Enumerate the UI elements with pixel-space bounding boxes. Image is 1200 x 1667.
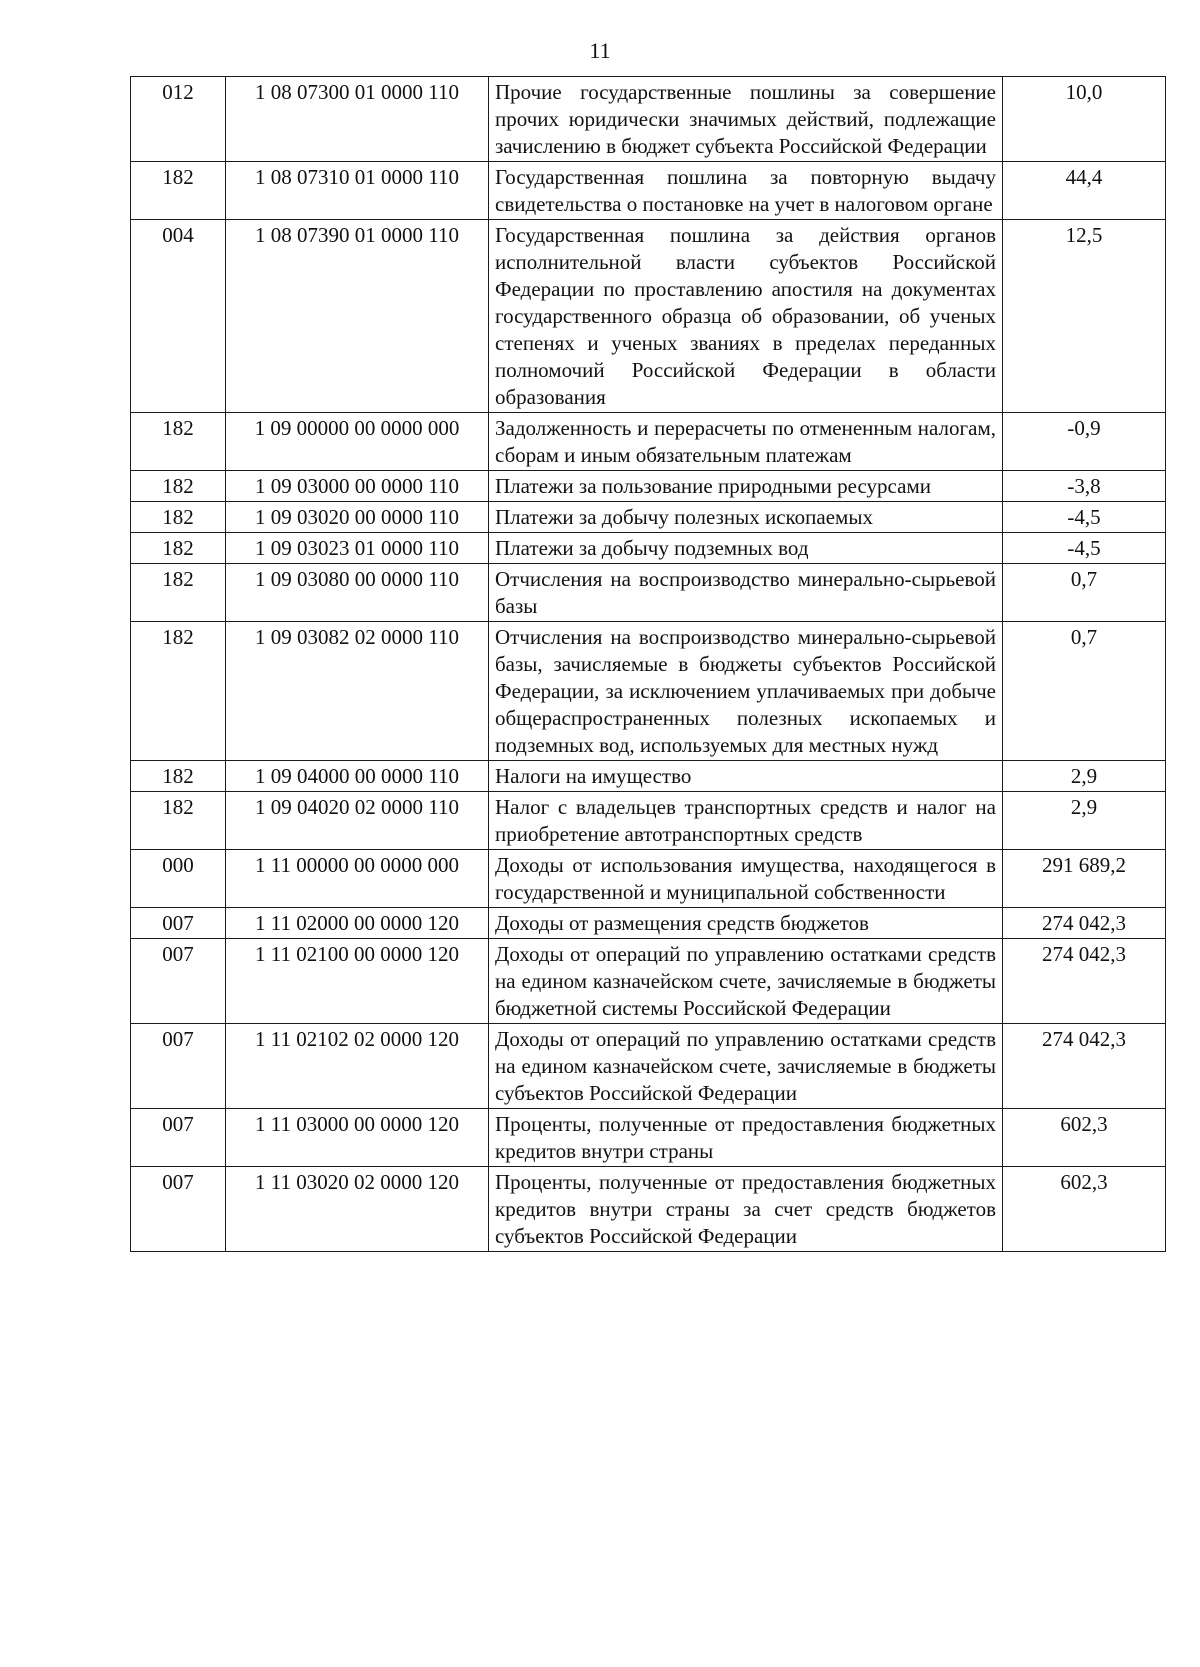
table-row	[131, 850, 1166, 908]
revenue-name-cell: Налоги на имущество	[489, 761, 1003, 792]
budget-classification-code-cell: 1 09 03020 00 0000 110	[226, 502, 489, 533]
revenue-name-cell: Платежи за пользование природными ресурсами	[489, 471, 1003, 502]
revenue-name-cell: Прочие государственные пошлины за совершение прочих юридически значимых действий, подлежащие зачислению в бюджет субъекта Российской Федерации	[489, 77, 1003, 162]
budget-classification-code-cell: 1 08 07390 01 0000 110	[226, 220, 489, 413]
revenue-name-cell: Государственная пошлина за действия органов исполнительной власти субъектов Российской Федерации по проставлению апостиля на документах государственного образца об образовании, об ученых степенях и ученых званиях в пределах переданных полномочий Российской Федерации в области образования	[489, 220, 1003, 413]
revenue-name-cell: Доходы от операций по управлению остатками средств на едином казначейском счете, зачисляемые в бюджеты бюджетной системы Российской Федерации	[489, 939, 1003, 1024]
budget-classification-code-cell: 1 11 00000 00 0000 000	[226, 850, 489, 908]
admin-code-cell: 182	[131, 564, 226, 622]
admin-code-cell: 182	[131, 533, 226, 564]
revenue-name-cell: Доходы от операций по управлению остатками средств на едином казначейском счете, зачисляемые в бюджеты субъектов Российской Федерации	[489, 1024, 1003, 1109]
amount-cell: 274 042,3	[1003, 908, 1166, 939]
budget-classification-code-cell: 1 08 07310 01 0000 110	[226, 162, 489, 220]
budget-classification-code-cell: 1 09 03082 02 0000 110	[226, 622, 489, 761]
page-number: 11	[589, 38, 611, 63]
revenue-name-cell: Проценты, полученные от предоставления бюджетных кредитов внутри страны за счет средств бюджетов субъектов Российской Федерации	[489, 1167, 1003, 1252]
table-row	[131, 792, 1166, 850]
admin-code-cell: 182	[131, 502, 226, 533]
amount-cell: -3,8	[1003, 471, 1166, 502]
table-row	[131, 162, 1166, 220]
budget-classification-code-cell: 1 08 07300 01 0000 110	[226, 77, 489, 162]
revenue-name-cell: Задолженность и перерасчеты по отмененным налогам, сборам и иным обязательным платежам	[489, 413, 1003, 471]
budget-classification-code-cell: 1 09 00000 00 0000 000	[226, 413, 489, 471]
revenue-name-cell: Налог с владельцев транспортных средств и налог на приобретение автотранспортных средств	[489, 792, 1003, 850]
revenue-name-cell: Государственная пошлина за повторную выдачу свидетельства о постановке на учет в налоговом органе	[489, 162, 1003, 220]
amount-cell: 0,7	[1003, 622, 1166, 761]
table-row	[131, 77, 1166, 162]
budget-classification-code-cell: 1 09 03000 00 0000 110	[226, 471, 489, 502]
table-row	[131, 220, 1166, 413]
amount-cell: -0,9	[1003, 413, 1166, 471]
admin-code-cell: 000	[131, 850, 226, 908]
amount-cell: 12,5	[1003, 220, 1166, 413]
table-row	[131, 1024, 1166, 1109]
budget-classification-code-cell: 1 11 03000 00 0000 120	[226, 1109, 489, 1167]
budget-classification-code-cell: 1 11 02100 00 0000 120	[226, 939, 489, 1024]
amount-cell: 274 042,3	[1003, 1024, 1166, 1109]
budget-classification-code-cell: 1 11 02102 02 0000 120	[226, 1024, 489, 1109]
budget-revenue-table	[130, 76, 1166, 1252]
amount-cell: 44,4	[1003, 162, 1166, 220]
table-row	[131, 533, 1166, 564]
amount-cell: 602,3	[1003, 1109, 1166, 1167]
revenue-name-cell: Отчисления на воспроизводство минерально-сырьевой базы	[489, 564, 1003, 622]
admin-code-cell: 004	[131, 220, 226, 413]
table-row	[131, 413, 1166, 471]
table-body	[131, 77, 1166, 1252]
budget-classification-code-cell: 1 11 02000 00 0000 120	[226, 908, 489, 939]
table-row	[131, 564, 1166, 622]
admin-code-cell: 007	[131, 1167, 226, 1252]
revenue-name-cell: Проценты, полученные от предоставления бюджетных кредитов внутри страны	[489, 1109, 1003, 1167]
table-row	[131, 502, 1166, 533]
amount-cell: 291 689,2	[1003, 850, 1166, 908]
admin-code-cell: 012	[131, 77, 226, 162]
table-row	[131, 908, 1166, 939]
table-row	[131, 761, 1166, 792]
budget-classification-code-cell: 1 09 04000 00 0000 110	[226, 761, 489, 792]
admin-code-cell: 007	[131, 939, 226, 1024]
revenue-name-cell: Отчисления на воспроизводство минерально-сырьевой базы, зачисляемые в бюджеты субъектов Российской Федерации, за исключением уплачиваемых при добыче общераспространенных полезных ископаемых и подземных вод, используемых для местных нужд	[489, 622, 1003, 761]
revenue-name-cell: Доходы от использования имущества, находящегося в государственной и муниципальной собственности	[489, 850, 1003, 908]
table-row	[131, 939, 1166, 1024]
admin-code-cell: 182	[131, 761, 226, 792]
amount-cell: 602,3	[1003, 1167, 1166, 1252]
revenue-name-cell: Доходы от размещения средств бюджетов	[489, 908, 1003, 939]
admin-code-cell: 182	[131, 792, 226, 850]
amount-cell: 2,9	[1003, 761, 1166, 792]
table-row	[131, 1167, 1166, 1252]
admin-code-cell: 182	[131, 471, 226, 502]
amount-cell: 2,9	[1003, 792, 1166, 850]
table-row	[131, 471, 1166, 502]
amount-cell: 274 042,3	[1003, 939, 1166, 1024]
amount-cell: 0,7	[1003, 564, 1166, 622]
revenue-name-cell: Платежи за добычу полезных ископаемых	[489, 502, 1003, 533]
amount-cell: 10,0	[1003, 77, 1166, 162]
admin-code-cell: 007	[131, 1109, 226, 1167]
budget-classification-code-cell: 1 09 03080 00 0000 110	[226, 564, 489, 622]
budget-classification-code-cell: 1 11 03020 02 0000 120	[226, 1167, 489, 1252]
admin-code-cell: 007	[131, 908, 226, 939]
admin-code-cell: 007	[131, 1024, 226, 1109]
admin-code-cell: 182	[131, 413, 226, 471]
admin-code-cell: 182	[131, 622, 226, 761]
table-row	[131, 1109, 1166, 1167]
revenue-name-cell: Платежи за добычу подземных вод	[489, 533, 1003, 564]
admin-code-cell: 182	[131, 162, 226, 220]
table-row	[131, 622, 1166, 761]
amount-cell: -4,5	[1003, 502, 1166, 533]
budget-classification-code-cell: 1 09 04020 02 0000 110	[226, 792, 489, 850]
budget-classification-code-cell: 1 09 03023 01 0000 110	[226, 533, 489, 564]
amount-cell: -4,5	[1003, 533, 1166, 564]
